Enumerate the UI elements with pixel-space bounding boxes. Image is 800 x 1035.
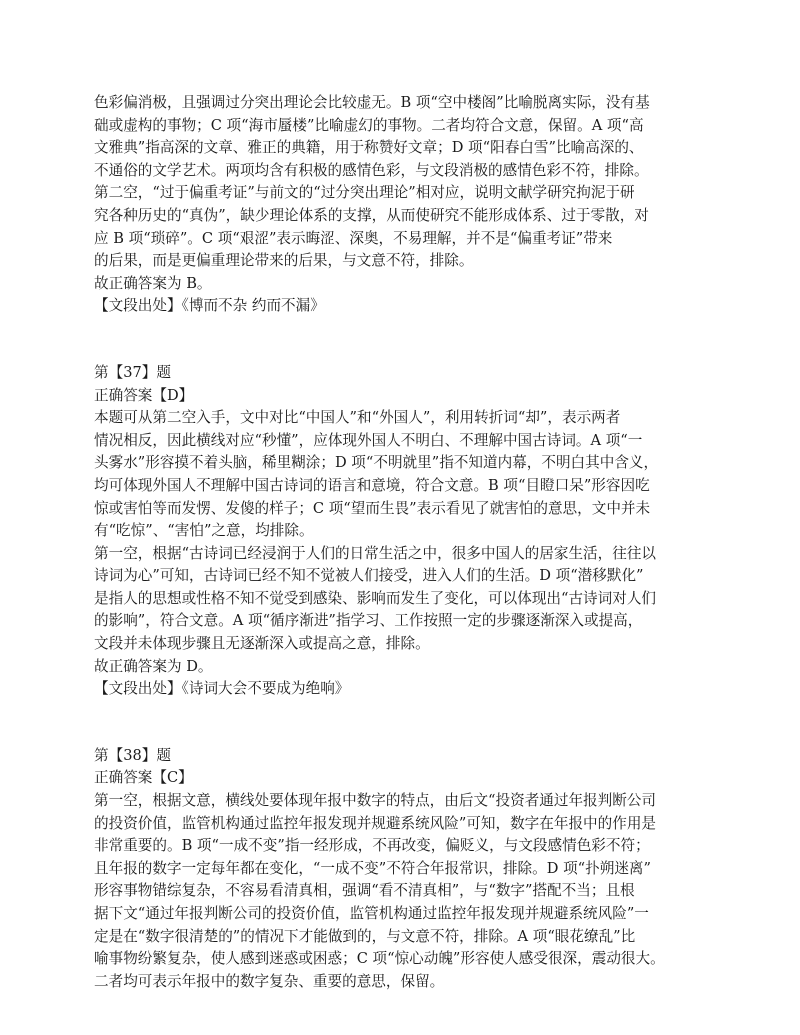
paragraph-line: 的后果，而是更偏重理论带来的后果，与文意不符，排除。 [94, 252, 474, 270]
paragraph-line: 色彩偏消极，且强调过分突出理论会比较虚无。B 项“空中楼阁”比喻脱离实际，没有基 [94, 94, 650, 111]
paragraph-line: 第一空，根据“古诗词已经浸润于人们的日常生活之中，很多中国人的居家生活，往往以 [94, 544, 657, 562]
paragraph-line: 惊或害怕等而发愣、发傻的样子；C 项“望而生畏”表示看见了就害怕的意思，文中并未 [94, 499, 651, 517]
paragraph-line: 喻事物纷繁复杂，使人感到迷惑或困惑；C 项“惊心动魄”形容使人感受很深，震动很大。 [94, 950, 665, 968]
paragraph-line: 的投资价值，监管机构通过监控年报发现并规避系统风险”可知，数字在年报中的作用是 [94, 814, 657, 832]
paragraph-line: 有“吃惊”、“害怕”之意，均排除。 [94, 522, 314, 540]
source-line: 【文段出处】《诗词大会不要成为绝响》 [94, 680, 350, 698]
paragraph-line: 不通俗的文学艺术。两项均含有积极的感情色彩，与文段消极的感情色彩不符，排除。 [94, 161, 649, 179]
question-37 [94, 362, 714, 701]
paragraph-line: 础或虚构的事物；C 项“海市蜃楼”比喻虚幻的事物。二者均符合文意，保留。A 项“高 [94, 116, 644, 134]
paragraph-line: 诗词为心”可知，古诗词已经不知不觉被人们接受，进入人们的生活。D 项“潜移默化” [94, 567, 644, 585]
question-38 [94, 745, 714, 994]
paragraph-line: 据下文“通过年报判断公司的投资价值，监管机构通过监控年报发现并规避系统风险”一 [94, 905, 649, 922]
paragraph-line: 形容事物错综复杂，不容易看清真相，强调“看不清真相”，与“数字”搭配不当；且根 [94, 882, 635, 900]
correct-answer: 正确答案【D】 [94, 386, 194, 404]
paragraph-line: 本题可从第二空入手，文中对比“中国人”和“外国人”，利用转折词“却”，表示两者 [94, 409, 621, 427]
paragraph-line: 情况相反，因此横线对应“秒懂”，应体现外国人不明白、不理解中国古诗词。A 项“一 [94, 431, 643, 449]
source-line: 【文段出处】《博而不杂 约而不漏》 [94, 297, 325, 315]
paragraph-line: 且年报的数字一定每年都在变化，“一成不变”不符合年报常识，排除。D 项“扑朔迷离” [94, 859, 651, 877]
paragraph-line: 是指人的思想或性格不知不觉受到感染、影响而发生了变化，可以体现出“古诗词对人们 [94, 589, 657, 607]
paragraph-line: 第二空，“过于偏重考证”与前文的“过分突出理论”相对应，说明文献学研究拘泥于研 [94, 184, 635, 202]
paragraph-line: 非常重要的。B 项“一成不变”指一经形成，不再改变，偏贬义，与文段感情色彩不符； [94, 837, 650, 855]
paragraph-line: 二者均可表示年报中的数字复杂、重要的意思，保留。 [94, 972, 445, 990]
paragraph-line: 文雅典”指高深的文章、雅正的典籍，用于称赞好文章；D 项“阳春白雪”比喻高深的、 [94, 139, 644, 157]
question-title: 第【38】题 [94, 746, 171, 764]
question-36-explanation-tail [94, 92, 714, 318]
answer-line: 故正确答案为 D。 [94, 657, 213, 675]
paragraph-line: 定是在“数字很清楚的”的情况下才能做到的，与文意不符，排除。A 项“眼花缭乱”比 [94, 927, 636, 945]
paragraph-line: 文段并未体现步骤且无逐渐深入或提高之意，排除。 [94, 635, 430, 653]
spacer [94, 701, 714, 745]
paragraph-line: 均可体现外国人不理解中国古诗词的语言和意境，符合文意。B 项“目瞪口呆”形容因吃 [94, 476, 650, 494]
paragraph-line: 头雾水”形容摸不着头脑，稀里糊涂；D 项“不明就里”指不知道内幕，不明白其中含义， [94, 454, 659, 472]
document-page [94, 92, 714, 993]
paragraph-line: 究各种历史的“真伪”，缺少理论体系的支撑，从而使研究不能形成体系、过于零散，对 [94, 206, 649, 224]
paragraph-line: 第一空，根据文意，横线处要体现年报中数字的特点，由后文“投资者通过年报判断公司 [94, 792, 657, 810]
spacer [94, 318, 714, 362]
answer-line: 故正确答案为 B。 [94, 274, 212, 292]
paragraph-line: 应 B 项“琐碎”。C 项“艰涩”表示晦涩、深奥，不易理解，并不是“偏重考证”带来 [94, 229, 613, 247]
paragraph-line: 的影响”，符合文意。A 项“循序渐进”指学习、工作按照一定的步骤逐渐深入或提高， [94, 612, 643, 630]
correct-answer: 正确答案【C】 [94, 769, 193, 787]
question-title: 第【37】题 [94, 363, 171, 381]
